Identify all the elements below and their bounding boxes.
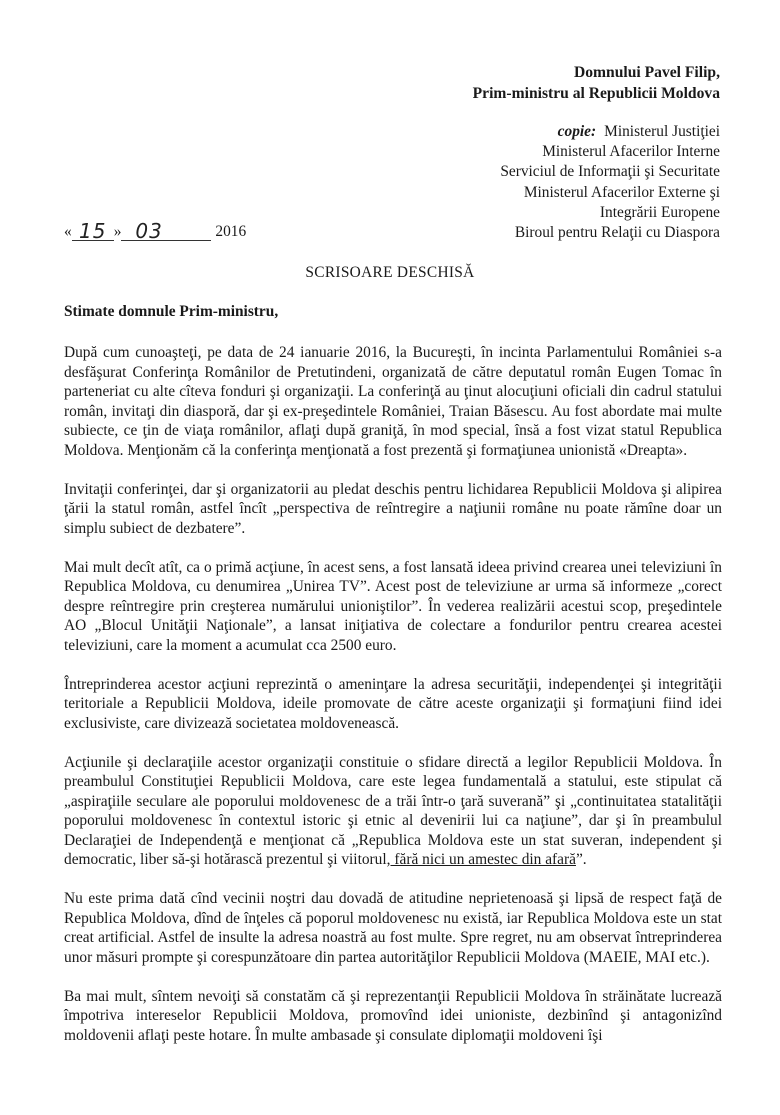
paragraph bbox=[64, 753, 722, 870]
copy-recipient: Ministerul Justiţiei bbox=[604, 123, 720, 140]
underlined-quote: fără nici un amestec din afară bbox=[390, 851, 576, 868]
copy-recipient: Ministerul Afacerilor Interne bbox=[542, 143, 720, 161]
copy-recipient: Ministerul Afacerilor Externe şi bbox=[523, 183, 720, 201]
date-open-quote: « bbox=[64, 223, 72, 240]
date-month-handwritten: 03 bbox=[121, 222, 211, 241]
copy-recipient: Integrării Europene bbox=[599, 203, 720, 221]
paragraph: Ba mai mult, sîntem nevoiţi să constatăm că şi reprezentanţii Republicii Moldova în străinătate lucrează împotriva intereselor Republicii Moldova, promovînd idei unioniste, dezbinînd şi antagonizînd moldovenii aflaţi peste hotare. În multe ambasade şi consulate diplomaţii moldoveni îşi bbox=[64, 987, 722, 1044]
copy-recipient: Biroul pentru Relaţii cu Diaspora bbox=[514, 224, 720, 242]
date-close-quote: » bbox=[113, 223, 122, 240]
paragraph-text: Acţiunile şi declaraţiile acestor organizaţii constituie o sfidare directă a legilor Republicii Moldova. În preambulul Constituţiei Republicii Moldova, care este legea fundamentală a statului, este stipulat că „aspiraţiile seculare ale poporului moldovenesc de a trăi într-o ţară suverană” şi „continuitatea statalităţii poporului moldovenesc în contextul istoric şi etnic al devenirii lui ca naţiune”, dar şi în preambulul Declaraţiei de Independenţă e menţionat că „Republica Moldova este un stat suveran, independent şi democratic, liber să-şi hotărască prezentul şi viitorul, bbox=[64, 753, 722, 868]
letter-body bbox=[64, 343, 722, 1065]
paragraph-text-end: ”. bbox=[575, 851, 587, 868]
addressee-title: Prim-ministru al Republicii Moldova bbox=[472, 85, 720, 102]
copy-recipients-block bbox=[500, 122, 720, 243]
paragraph: Nu este prima dată cînd vecinii noştri dau dovadă de atitudine neprietenoasă şi lipsă de respect faţă de Republica Moldova, dînd de înţeles că poporul moldovenesc nu există, iar Republica Moldova este un stat creat artificial. Astfel de insulte la adresa noastră au fost multe. Spre regret, nu am observat întreprinderea unor măsuri prompte şi corespunzătoare din partea autorităţilor Republicii Moldova (MAEIE, MAI etc.). bbox=[64, 890, 722, 966]
addressee-block bbox=[473, 62, 720, 104]
date-day-handwritten: 15 bbox=[72, 222, 114, 241]
paragraph: Mai mult decît atît, ca o primă acţiune, în acest sens, a fost lansată ideea privind crearea unei televiziuni în Republica Moldova, cu denumirea „Unirea TV”. Acest post de televiziune ar urma să informeze „corect despre reîntregire prin creşterea numărului unioniştilor”. În vederea realizării acestui scop, preşedintele AO „Blocul Unităţii Naţionale”, a lansat iniţiativa de colectare a fondurilor pentru crearea acestei televiziuni, care la moment a acumulat cca 2500 euro. bbox=[64, 558, 722, 654]
paragraph: Întreprinderea acestor acţiuni reprezintă o ameninţare la adresa securităţii, independenţei şi integrităţii teritoriale a Republicii Moldova, ideile promovate de către aceste organizaţii şi formaţiuni fiind idei exclusiviste, care divizează societatea moldovenească. bbox=[64, 675, 722, 732]
addressee-name: Domnului Pavel Filip, bbox=[574, 64, 720, 81]
document-title: SCRISOARE DESCHISĂ bbox=[305, 264, 475, 281]
copy-line-1 bbox=[500, 122, 720, 142]
document-date bbox=[64, 219, 247, 243]
paragraph: După cum cunoaşteţi, pe data de 24 ianuarie 2016, la Bucureşti, în incinta Parlamentului României s-a desfăşurat Conferinţa Românilor de Pretutindeni, organizată de către deputatul român Eugen Tomac în parteneriat cu alte cîteva fonduri şi organizaţii. La conferinţă au ţinut alocuţiuni oficiali din cadrul statului român, invitaţi din diasporă, dar şi ex-preşedintele României, Traian Băsescu. Au fost abordate mai multe subiecte, ce ţin de viaţa românilor, aflaţi după graniţă, în mod special, însă a fost vizat statul Republica Moldova. Menţionăm că la conferinţa menţionată a fost prezentă şi formaţiunea unionistă «Dreapta». bbox=[64, 344, 722, 459]
paragraph: Invitaţii conferinţei, dar şi organizatorii au pledat deschis pentru lichidarea Republicii Moldova şi alipirea ţării la statul român, astfel încît „perspectiva de reîntregire a naţiunii române nu poate rămîne doar un simplu subiect de dezbatere”. bbox=[64, 480, 722, 537]
copy-label: copie: bbox=[557, 123, 597, 140]
date-year: 2016 bbox=[215, 223, 247, 240]
salutation: Stimate domnule Prim-ministru, bbox=[64, 303, 279, 320]
copy-recipient: Serviciul de Informaţii şi Securitate bbox=[500, 163, 720, 181]
